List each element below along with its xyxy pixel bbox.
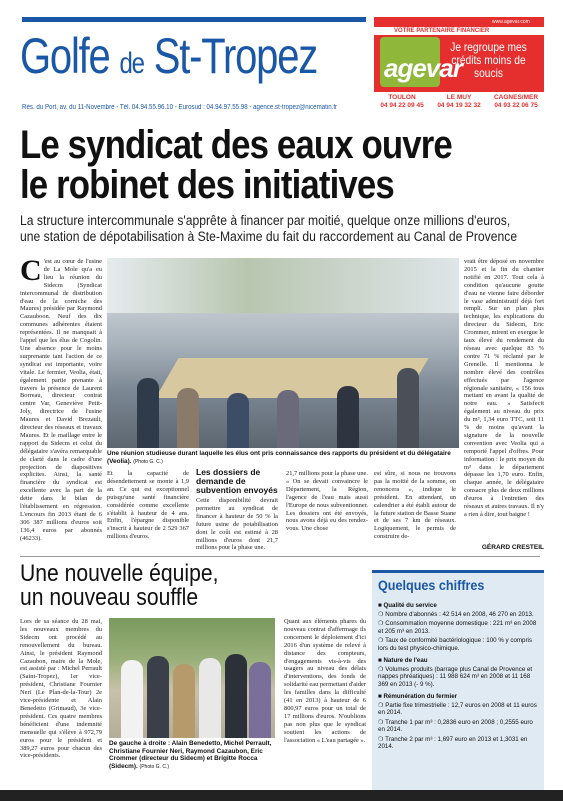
article-column-1: C 'est au cœur de l'usine de La Mole qu'a eu lieu la réunion du Sidecm (Syndicat intercommunal de distribution d'eau de la corniche des Maures) présidée par Raymond Cazauboon. Neuf des dix communes adhérentes étaient représentées. Il ne manquait à l'appel que les élus de Cogolin. Une absence pour le moins surprenante tant l'action de ce syndicat est importante, voire vitale. Le fermier, Veolia, était, également partie prenante à travers la présence de Laurent Borreau, directeur contrat centre Var, Geneviève Petit-Joly, directrice de l'usine Maures et David Brezault, directeur des réseaux et travaux Maures. Et le maillage entre le rapport du Sidecm et celui du délégataire s'avéra remarquable de clarté dans le cadre d'une projection de diapositives explicites. Ainsi, la santé financière du syndicat est excellente avec la part de la dette dans le bilan de l'établissement en régression. L'encours fin 2013 étant de 6 306 387 millions d'euros soit 136,4 euros par abonnés (46233). bbox=[20, 258, 102, 542]
key-figure-item: ❍ Partie fixe trimestrielle : 12,7 euros en 2008 et 11 euros en 2014. bbox=[378, 701, 537, 716]
ad-cities bbox=[374, 94, 544, 110]
ad-banner bbox=[374, 17, 544, 92]
team-photo-caption: De gauche à droite : Alain Benedetto, Michel Perrault, Christiane Fournier Neri, Raymond Cazaubon, Eric Crommer (directeur du Sidecm) et Brigitte Rocca (Sidecm). (Photo G. C.) bbox=[109, 740, 272, 770]
drop-cap: C bbox=[20, 258, 42, 287]
article-column-4: 21,7 millions pour la phase une. « On se devait convaincre le Département, la Région, l'agence de l'eau mais aussi l'Europe de nous subventionner. Les dossiers ont été envoyés, nous avons déjà eu des rendez-vous. Une chose bbox=[286, 470, 368, 533]
key-figure-item: ❍ Taux de conformité bactériologique : 100 % y compris lors du test physico-chimique. bbox=[378, 637, 533, 652]
key-figures-title: Quelques chiffres bbox=[378, 577, 485, 593]
key-figures-body bbox=[378, 597, 540, 753]
masthead-rule bbox=[22, 17, 366, 22]
article2-column-2: Quant aux éléments phares du nouveau contrat d'affermage ils concernent le déploiement d'ici 2016 d'un système de relevé à distance des compteurs, d'engagements vis-à-vis des usagers au niveau des délais d'interventions, des fonds de solidarité eau permettant d'aider les familles dans la difficulté (41 en 2013) à hauteur de 6 800,97 euros pour un total de 17 millions d'euros. N'oublions pas non plus que le syndicat soutient les actions de l'association « L'eau partagée ». bbox=[284, 618, 366, 744]
ad-slogan: Je regroupe mes crédits moins de soucis bbox=[450, 40, 527, 80]
article-column-2: Et la capacité de désendettement se monte à 1,9 an. Ce qui est exceptionnel puisqu'une santé financière considérée comme excellente s'établit à hauteur de 4 ans. Enfin, l'épargne disponible s'inscrit à hauteur de 2 529 367 millions d'euros. bbox=[107, 470, 189, 541]
article-column-5: est sûre, si nous ne trouvons pas la moitié de la somme, on renoncera », indique le président. En attendant, un calendrier a été établi autour de la future station de Basse Suane et de ses 7 km de réseaux. Logiquement, le permis de construire de- bbox=[374, 470, 456, 541]
agevar-advertisement[interactable] bbox=[374, 17, 544, 113]
ad-brand: agevar bbox=[384, 53, 462, 83]
article2-headline: Une nouvelle équipe, un nouveau souffle bbox=[20, 560, 219, 611]
subsection-heading: Les dossiers de demande de subvention envoyés bbox=[196, 467, 278, 495]
agevar-logo-icon bbox=[380, 37, 462, 87]
key-figure-item: ❍ Nombre d'abonnés : 42 514 en 2008, 46 270 en 2013. bbox=[378, 610, 534, 618]
key-figures-heading: ■ Qualité du service bbox=[378, 602, 437, 609]
ad-partner-text: VOTRE PARTENAIRE FINANCIER bbox=[394, 28, 490, 34]
meeting-photo bbox=[107, 258, 459, 448]
masthead-title: Golfe de St-Tropez bbox=[20, 28, 318, 84]
key-figure-item: ❍ Consommation moyenne domestique : 221 m³ en 2008 et 205 m³ en 2013. bbox=[378, 620, 537, 635]
section-divider bbox=[20, 556, 540, 557]
key-figure-item: ❍ Volumes produits (barrage plus Canal de Provence et nappes phréatiques) : 11 988 624 m³ en 2008 et 11 168 369 en 2013 (- 9 %). bbox=[378, 665, 533, 688]
page-bottom-bar bbox=[0, 790, 563, 801]
article-column-3: Cette disponibilité devrait permettre au syndicat de financer à hauteur de 50 % la future usine de potabilisation dont le coût est estimé à 28 millions d'euros dont 21,7 millions pour la phase une. bbox=[196, 497, 278, 552]
ad-city: LE MUY 04 94 19 32 32 bbox=[437, 94, 481, 109]
team-photo bbox=[109, 618, 275, 738]
ad-website: www.agevar.com bbox=[492, 19, 530, 25]
key-figures-heading: ■ Rémunération du fermier bbox=[378, 693, 458, 700]
masthead-contact: Rés. du Port, av. du 11-Novembre - Tél. 04.94.55.96.10 - Eurosud : 04.94.97.55.98 - agence.st-tropez@nicematin.fr bbox=[22, 104, 338, 111]
key-figures-box bbox=[372, 570, 544, 791]
article-column-6: vrait être déposé en novembre 2015 et la fin du chantier notifié en 2017. Tout cela à condition qu'aucune goutte d'eau ne vienne faire déborder le vase administratif déjà fort rempli. Sur un plan plus technique, les explications du directeur du Sidecm, Eric Crommer, mirent en exergue le taux élevé du rendement du réseau avec quelque 83 % contre 71 % réclamé par le Grenelle. Il mentionna le nombre élevé des contrôles effectués par l'agence régionale sanitaire, « 156 tous mettant en avant la qualité de notre eau. » Satisfecit également au niveau du prix du m³, 1,34 euro TTC, soit 11 % de moins qu'avant la signature de la nouvelle convention avec Veolia qui a remporté l'appel d'offres. Pour information : le prix moyen du m³ dans le département dépasse les 1,70 euro. Enfin, chaque année, le délégataire consacre plus de deux millions d'euros à l'entretien des réseaux et autres travaux. Il n'y a rien à dire, tout baigne ! bbox=[464, 258, 544, 518]
article-headline: Le syndicat des eaux ouvre le robinet des initiatives bbox=[20, 123, 452, 207]
ad-city: CAGNES/MER 04 93 22 06 75 bbox=[493, 94, 539, 109]
ad-city: TOULON 04 94 22 09 45 bbox=[380, 94, 424, 109]
key-figure-item: ❍ Tranche 2 par m³ : 1,697 euro en 2013 et 1,3031 en 2014. bbox=[378, 735, 528, 750]
key-figures-heading: ■ Nature de l'eau bbox=[378, 657, 428, 664]
article2-column-1: Lors de sa séance du 28 mai, les nouveaux membres du Sidecm ont procédé au renouvellement du bureau. Ainsi, le président Raymond Cazaubon, maire de la Mole, est assisté par : Michel Perrault (Saint-Tropez), 1er vice-président, Christiane Fournier Neri (Le Plan-de-la-Tour) 2e vice-présidente et Alain Benedetto (Grimaud), 3e vice-président. Ces quatre membres bénéficient d'une indemnité mensuelle qui s'élève à 972,79 euros pour le président et 389,27 euros pour chacun des vice-présidents. bbox=[20, 618, 102, 760]
author-signature: GÉRARD CRESTEIL bbox=[481, 544, 544, 551]
key-figure-item: ❍ Tranche 1 par m³ : 0,2836 euro en 2008 ; 0,2555 euro en 2014. bbox=[378, 718, 533, 733]
article-subheadline: La structure intercommunale s'apprête à financer par moitié, quelque onze millions d'euros, une station de dépotabilisation à Ste-Maxime du fait du raccordement au Canal de Provence bbox=[20, 213, 518, 244]
meeting-photo-caption: Une réunion studieuse durant laquelle les élus ont pris connaissance des rapports du président et du délégataire (Veolia). (Photo G. C.) bbox=[107, 450, 451, 465]
